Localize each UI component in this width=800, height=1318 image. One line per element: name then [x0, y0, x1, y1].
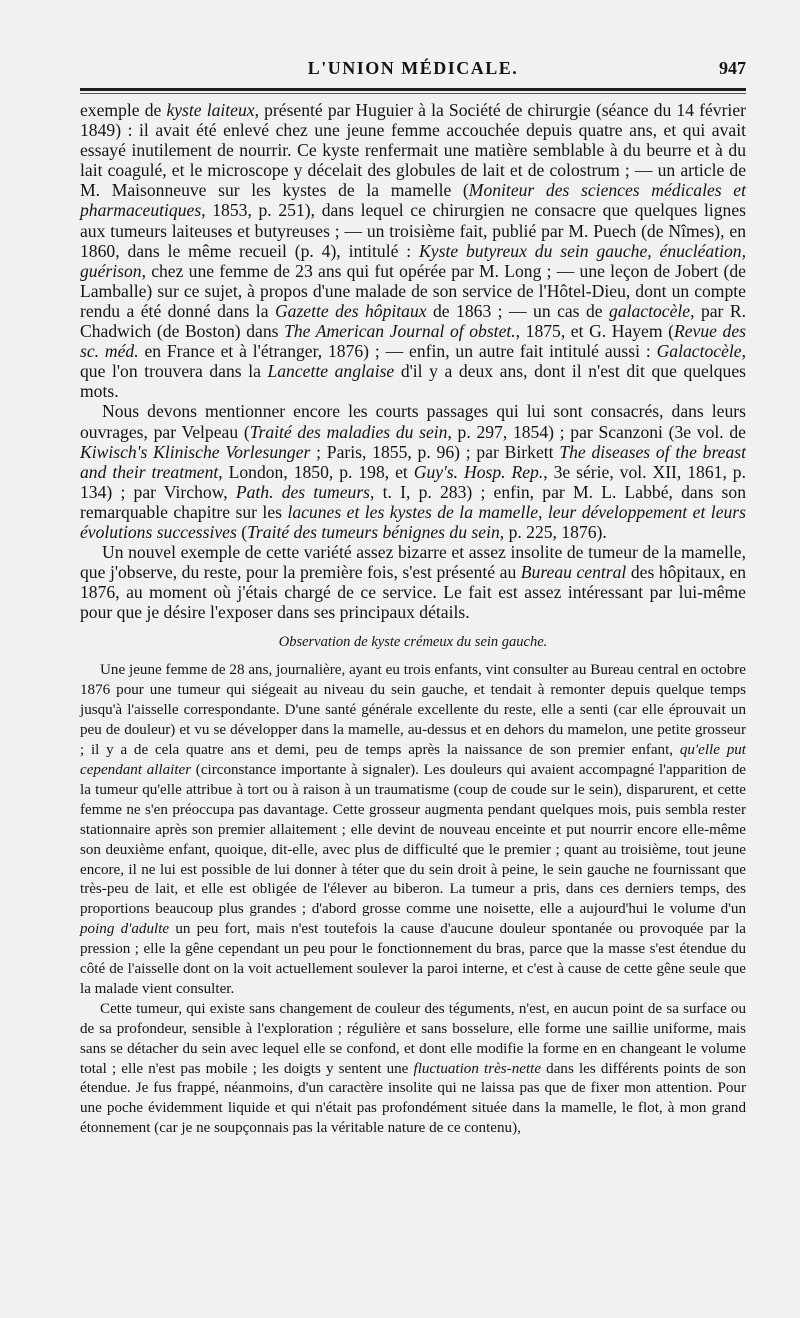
italic-text: Bureau central [520, 562, 627, 583]
observation-heading: Observation de kyste crémeux du sein gauche. [278, 634, 548, 651]
italic-text: Galactocèle [656, 341, 742, 362]
paragraph [80, 401, 746, 542]
paragraph [80, 1000, 746, 1139]
text-run: , que l'on trouvera dans la [80, 341, 746, 382]
italic-text: Guy's. Hosp. Rep. [413, 461, 544, 482]
text-run: en France et à l'étranger, 1876) ; — enfin, un autre fait intitulé aussi : [138, 341, 657, 362]
page-number: 947 [719, 58, 746, 78]
text-run: , 1853, p. 251), dans lequel ce chirurgien ne consacre que quelques lignes aux tumeurs laiteuses et butyreuses ; — un troisième fait, publié par M. Puech (de Nîmes), en 1860, dans le même recueil (p. 4), intitulé : [80, 200, 746, 261]
italic-text: lacunes et les kystes de la mamelle, leur développement et leurs évolutions successives [80, 501, 746, 542]
running-title: L'UNION MÉDICALE. [307, 58, 519, 78]
text-run: exemple de [80, 100, 167, 120]
italic-text: Kyste butyreux du sein gauche, énucléation, guérison [80, 240, 746, 281]
italic-text: Gazette des hôpitaux [274, 300, 427, 321]
article-body [80, 100, 746, 1139]
text-run: ; Paris, 1855, p. 96) ; par Birkett [310, 441, 560, 462]
italic-text: Path. des tumeurs [235, 481, 371, 502]
text-run: , London, 1850, p. 198, et [218, 461, 414, 482]
text-run: Nous devons mentionner encore les courts passages qui lui sont consacrés, dans leurs ouvrages, par Velpeau ( [80, 401, 746, 442]
italic-text: The diseases of the breast and their treatment [80, 441, 746, 482]
text-run: ( [236, 521, 248, 542]
italic-text: The American Journal of obstet. [284, 321, 516, 342]
text-run: un peu fort, mais n'est toutefois la cause d'aucune douleur spontanée ou provoquée par la pression ; elle la gêne cependant un peu pour le fonctionnement du bras, parce que la masse s'est étendue du côté de l'aisselle dont on la voit actuellement soulever la paroi interne, et c'est à cause de cette gêne seule que la malade vient consulter. [80, 921, 746, 997]
italic-text: Revue des sc. méd. [80, 321, 746, 362]
text-run: , chez une femme de 23 ans qui fut opérée par M. Long ; — une leçon de Jobert (de Lamballe) sur ce sujet, à propos d'une malade de son service de l'Hôtel-Dieu, dont un compte rendu a été donné dans la [80, 260, 746, 321]
text-run: Une jeune femme de 28 ans, journalière, ayant eu trois enfants, vint consulter au Bureau central en octobre 1876 pour une tumeur qui siégeait au niveau du sein gauche, et tendait à remonter depuis quelque temps jusqu'à l'aisselle correspondante. D'une santé générale excellente du reste, elle a senti (car elle éprouvait un peu de douleur) et vu se développer dans la mamelle, au-dessus et en dehors du mamelon, une petite grosseur ; il y a de cela quatre ans et demi, peu de temps après la naissance de son premier enfant, [80, 662, 746, 759]
text-run: Un nouvel exemple de cette variété assez bizarre et assez insolite de tumeur de la mamelle, que j'observe, du reste, pour la première fois, s'est présenté au [80, 542, 746, 583]
text-run: de 1863 ; — un cas de [426, 300, 610, 321]
text-run: (circonstance importante à signaler). Les douleurs qui avaient accompagné l'apparition de la tumeur qu'elle attribue à tort ou à raison à un traumatisme (coup de coude sur le sein), disparurent, et cette femme ne s'en préoccupa pas davantage. Cette grosseur augmenta pendant quelques mois, puis sembla rester stationnaire après son premier allaitement ; elle devint de nouveau enceinte et put nourrir encore elle-même son deuxième enfant, quoique, dit-elle, avec plus de difficulté que le premier ; quant au troisième, tout jeune encore, il ne lui est possible de lui donner à téter que du sein droit à peine, le sein gauche ne fournissant que très-peu de lait, et elle est obligée de l'élever au biberon. La tumeur a pris, dans ces derniers temps, des proportions beaucoup plus grandes ; d'abord grosse comme une noisette, elle a aujourd'hui le volume d'un [80, 761, 746, 918]
text-run: des hôpitaux, en 1876, au moment où j'étais chargé de ce service. Le fait est assez intéressant par lui-même pour que je désire l'exposer dans ses principaux détails. [80, 562, 746, 623]
italic-text: fluctuation très-nette [413, 1060, 542, 1077]
text-run: , p. 225, 1876). [499, 521, 607, 542]
paragraph [80, 100, 746, 401]
italic-text: kyste laiteux [166, 100, 255, 120]
italic-text: Traité des tumeurs bénignes du sein [247, 521, 500, 542]
italic-text: Moniteur des sciences médicales et pharmaceutiques [80, 180, 746, 221]
text-run: , t. I, p. 283) ; enfin, par M. L. Labbé, dans son remarquable chapitre sur les [80, 481, 746, 522]
text-run: , par R. Chadwich (de Boston) dans [80, 300, 746, 342]
large-text-section [80, 100, 746, 622]
italic-text: galactocèle [609, 300, 691, 321]
text-run: , p. 297, 1854) ; par Scanzoni (3e vol. de [447, 421, 746, 442]
italic-text: Traité des maladies du sein [249, 421, 448, 442]
text-run: dans les différents points de son étendue. Je fus frappé, néanmoins, d'un caractère insolite qui ne laissa pas que de fixer mon attention. Pour une poche évidemment liquide et qui n'était pas profondément située dans la mamelle, le flot, à mon grand étonnement (car je ne soupçonnais pas la véritable nature de ce contenu), [80, 1060, 746, 1137]
running-head [80, 58, 746, 84]
paragraph [80, 542, 746, 622]
observation-text [80, 661, 746, 1139]
text-run: , 3e série, vol. XII, 1861, p. 134) ; par Virchow, [80, 461, 746, 502]
text-run: , 1875, et G. Hayem ( [515, 321, 674, 342]
text-run: , présenté par Huguier à la Société de chirurgie (séance du 14 février 1849) : il avait été enlevé chez une jeune femme accouchée depuis quatre ans, et qui avait essayé inutilement de nourrir. Ce kyste renfermait une matière semblable à du beurre et à du lait coagulé, et le microscope y décelait des globules de lait et de colostrum ; — un article de M. Maisonneuve sur les kystes de la mamelle ( [80, 100, 746, 201]
italic-text: Lancette anglaise [267, 361, 395, 382]
header-rule [80, 88, 746, 91]
header-rule-thin [80, 93, 746, 94]
italic-text: qu'elle put cependant allaiter [80, 742, 746, 778]
italic-text: poing d'adulte [80, 921, 170, 938]
text-run: Cette tumeur, qui existe sans changement de couleur des téguments, n'est, en aucun point de sa surface ou de sa profondeur, sensible à l'exploration ; régulière et sans bosselure, elle forme une saillie uniforme, mais sans se détacher du sein avec lequel elle se confond, et dont elle modifie la forme en en changeant le volume total ; elle n'est pas mobile ; les doigts y sentent une [80, 1000, 746, 1077]
paragraph [80, 661, 746, 999]
italic-text: Kiwisch's Klinische Vorlesunger [80, 441, 311, 462]
text-run: d'il y a deux ans, dont il n'est dit que quelques mots. [80, 361, 746, 402]
